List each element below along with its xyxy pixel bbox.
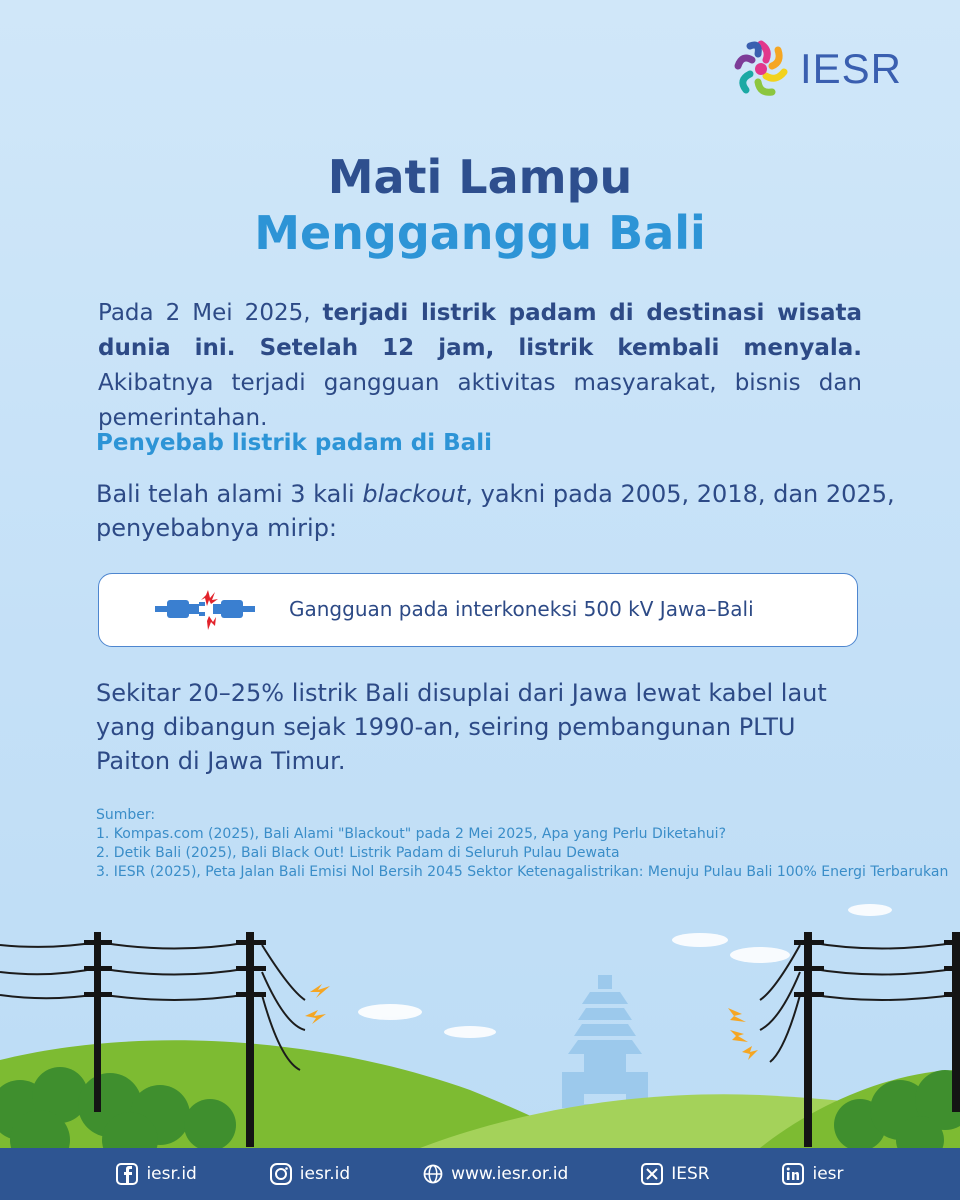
- linkedin-handle: iesr: [812, 1164, 844, 1184]
- supply-paragraph: Sekitar 20–25% listrik Bali disuplai dari Jawa lewat kabel laut yang dibangun sejak 1990-an, seiring pembangunan PLTU Paiton di Jawa Timur.: [96, 679, 827, 775]
- logo-text: IESR: [799, 45, 902, 92]
- x-link[interactable]: [641, 1163, 709, 1185]
- instagram-icon: [270, 1163, 292, 1185]
- intro-part2: Akibatnya terjadi gangguan aktivitas masyarakat, bisnis dan pemerintahan.: [98, 370, 862, 431]
- page-title-line1: Mati Lampu: [327, 150, 633, 204]
- website-url: www.iesr.or.id: [451, 1164, 569, 1184]
- cause-intro-before: Bali telah alami 3 kali: [96, 480, 363, 508]
- globe-icon: [423, 1164, 443, 1184]
- page-title-line2: Mengganggu Bali: [254, 206, 706, 260]
- facebook-link[interactable]: [116, 1163, 196, 1185]
- source-item: 3. IESR (2025), Peta Jalan Bali Emisi Nol Bersih 2045 Sektor Ketenagalistrikan: Menuju Pulau Bali 100% Energi Terbarukan: [96, 864, 949, 880]
- iesr-logo: [730, 36, 902, 102]
- linkedin-link[interactable]: [782, 1163, 843, 1185]
- cause-intro-italic: blackout: [362, 480, 466, 508]
- linkedin-icon: [782, 1163, 804, 1185]
- sources-list: [96, 806, 948, 882]
- cause-intro: [96, 477, 896, 545]
- source-item: 1. Kompas.com (2025), Bali Alami "Blackout" pada 2 Mei 2025, Apa yang Perlu Diketahui?: [96, 826, 726, 842]
- instagram-link[interactable]: [270, 1163, 350, 1185]
- instagram-handle: iesr.id: [299, 1164, 351, 1184]
- website-link[interactable]: [423, 1164, 568, 1184]
- cause-intro-after: , yakni pada 2005, 2018, dan 2025, penyebabnya mirip:: [96, 480, 895, 542]
- intro-part1: Pada 2 Mei 2025,: [98, 300, 323, 326]
- intro-bold: terjadi listrik padam di destinasi wisata dunia ini. Setelah 12 jam, listrik kembali menyala.: [98, 300, 862, 361]
- x-icon: [641, 1163, 663, 1185]
- intro-paragraph: [98, 296, 862, 436]
- x-handle: IESR: [671, 1164, 710, 1184]
- spark-icons: [305, 984, 758, 1060]
- sources-label: Sumber:: [96, 807, 156, 823]
- section-heading: Penyebab listrik padam di Bali: [96, 430, 492, 456]
- facebook-handle: iesr.id: [146, 1164, 197, 1184]
- facebook-icon: [116, 1163, 138, 1185]
- unplugged-connector-icon: [155, 586, 255, 634]
- source-item: 2. Detik Bali (2025), Bali Black Out! Listrik Padam di Seluruh Pulau Dewata: [96, 845, 620, 861]
- footer-bar: [0, 1148, 960, 1200]
- temple-silhouette: [562, 975, 648, 1110]
- iesr-logo-icon: [730, 36, 792, 102]
- callout-text: Gangguan pada interkoneksi 500 kV Jawa–Bali: [289, 597, 754, 621]
- cause-callout: [98, 573, 858, 647]
